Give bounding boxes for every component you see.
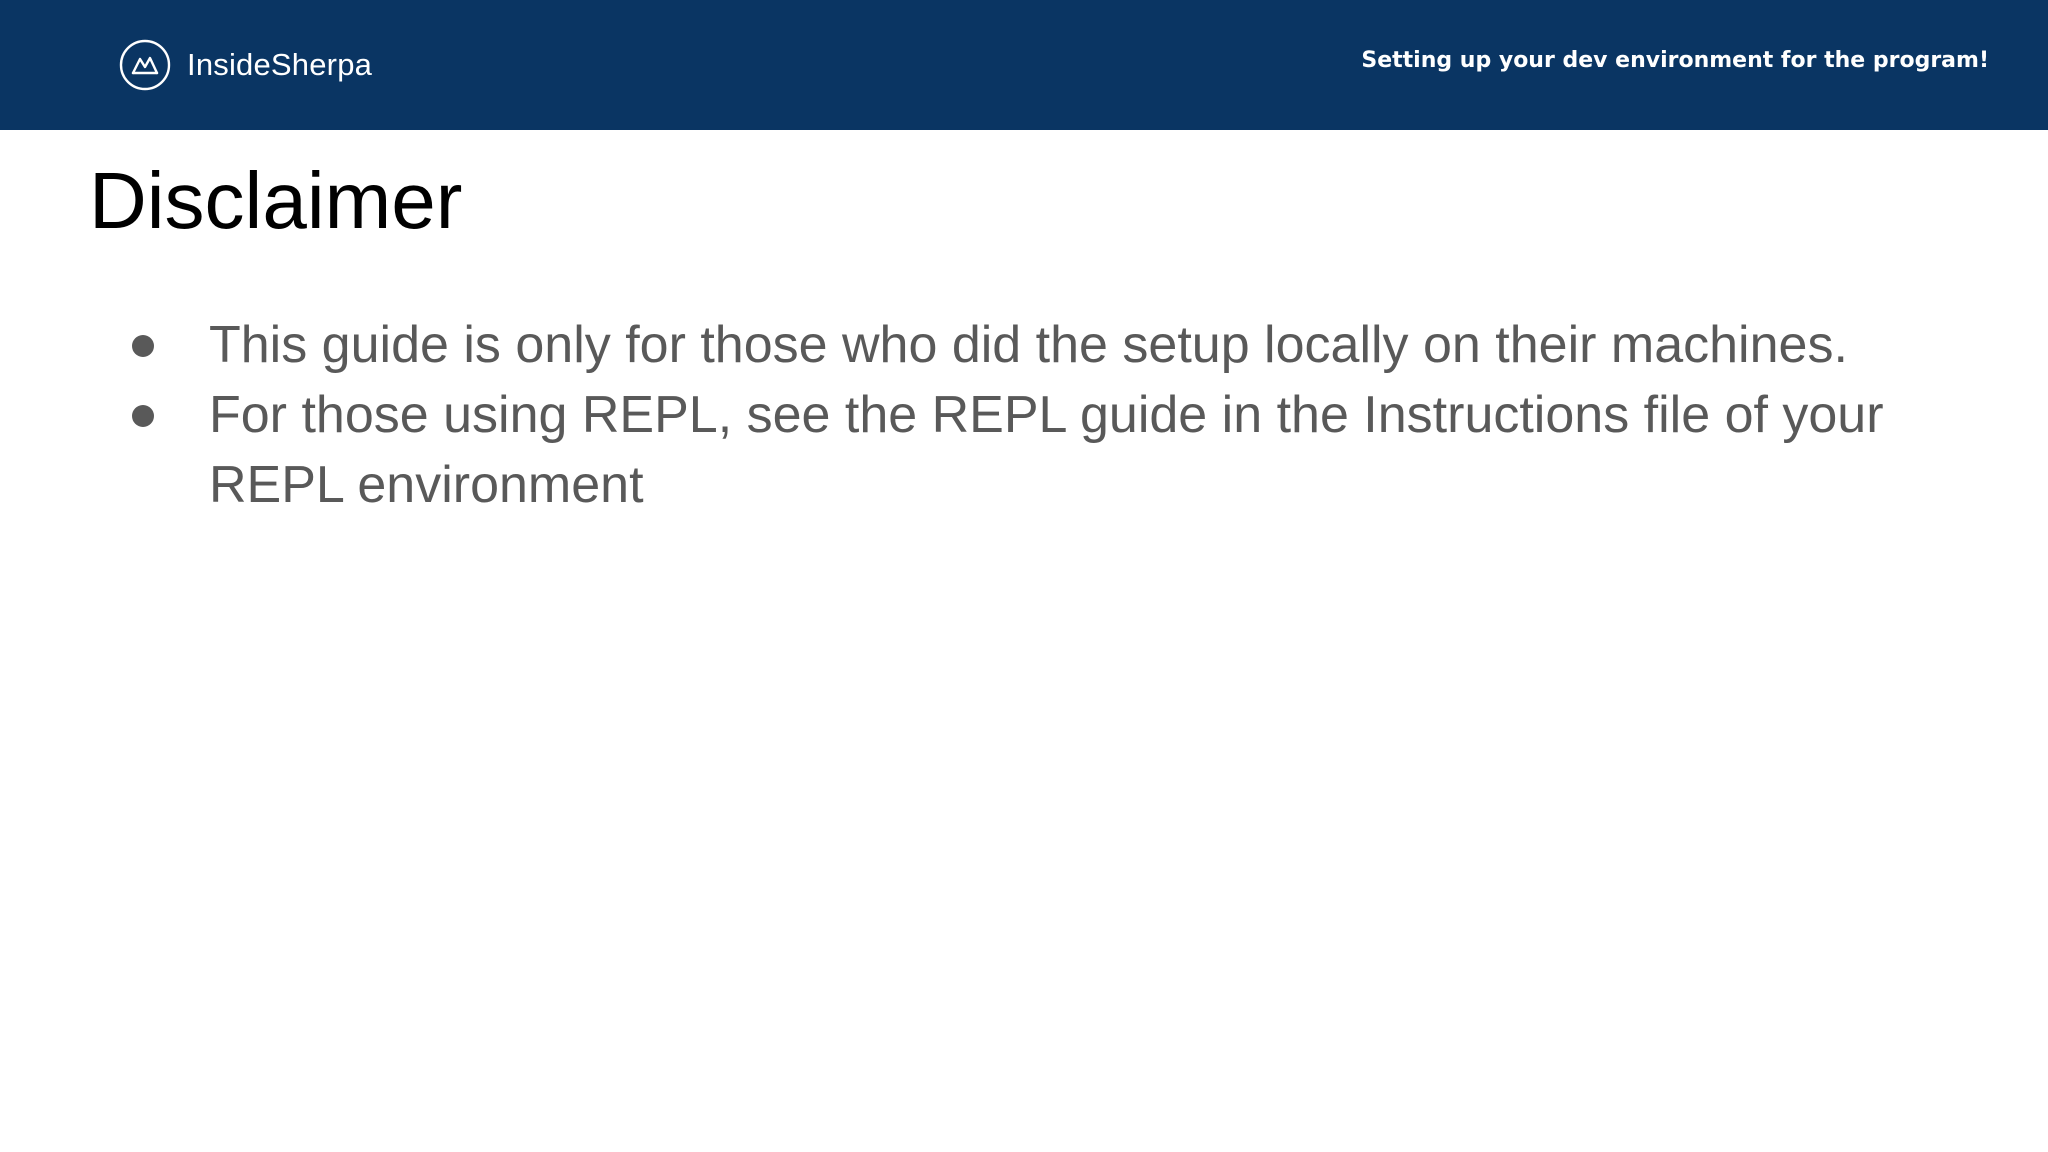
page-title: Disclaimer: [89, 156, 463, 245]
mountain-circle-icon: [119, 39, 171, 91]
bullet-dot-icon: [132, 335, 154, 357]
header-bar: [0, 0, 2048, 130]
bullet-dot-icon: [132, 405, 154, 427]
list-item: [118, 380, 1918, 520]
list-item: [118, 310, 1918, 380]
brand-name: InsideSherpa: [187, 47, 373, 82]
bullet-text: This guide is only for those who did the setup locally on their machines.: [209, 316, 1848, 374]
brand: [119, 38, 372, 92]
bullet-list: [118, 310, 1918, 520]
header-tagline: Setting up your dev environment for the program!: [1361, 48, 1989, 73]
bullet-text: For those using REPL, see the REPL guide in the Instructions file of your REPL environment: [209, 386, 1884, 514]
